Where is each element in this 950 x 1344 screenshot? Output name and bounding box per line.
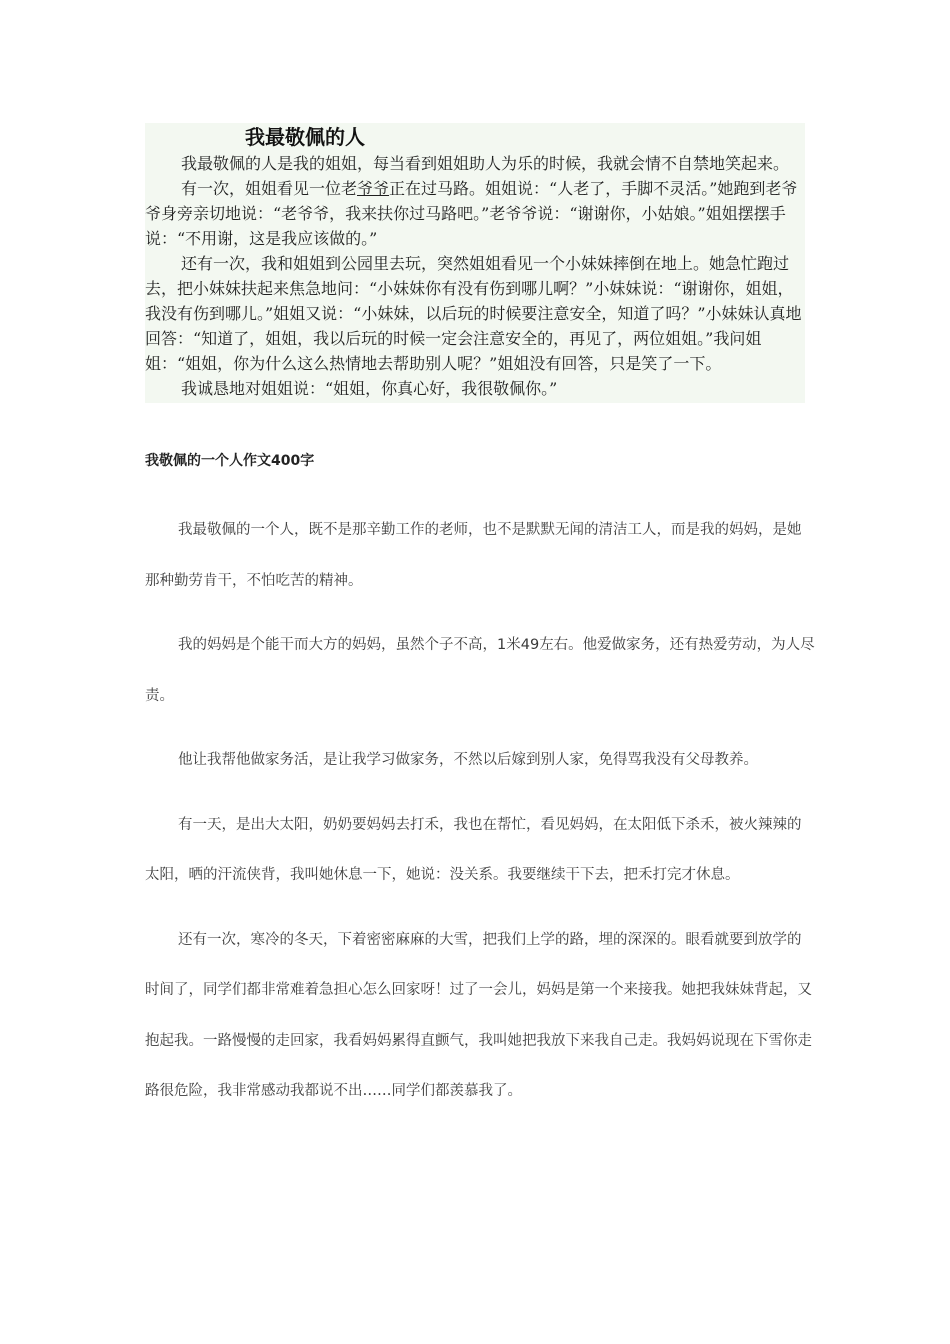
essay-two-paragraph-2 bbox=[145, 620, 815, 721]
essay-one-paragraph-4: 我诚恳地对姐姐说：“姐姐，你真心好，我很敬佩你。” bbox=[181, 379, 558, 398]
essay-one-block bbox=[145, 123, 805, 403]
essay-one-paragraph-2-text-a: 有一次，姐姐看见一位老 bbox=[181, 179, 358, 198]
essay-two-body bbox=[145, 505, 815, 1131]
essay-one-title: 我最敬佩的人 bbox=[245, 125, 365, 149]
essay-one-paragraph-2 bbox=[145, 176, 805, 251]
essay-two-paragraph-3: 他让我帮他做家务活，是让我学习做家务，不然以后嫁到别人家，免得骂我没有父母教养。 bbox=[178, 752, 758, 768]
grandpa-link[interactable]: 爷爷 bbox=[357, 179, 390, 198]
essay-two-paragraph-4: 有一天，是出大太阳，奶奶要妈妈去打禾，我也在帮忙，看见妈妈，在太阳低下杀禾，被火辣辣的太阳，晒的汗流侠背，我叫她休息一下，她说：没关系。我要继续干下去，把禾打完才休息。 bbox=[145, 816, 802, 883]
essay-one-paragraph-1: 我最敬佩的人是我的姐姐，每当看到姐姐助人为乐的时候，我就会情不自禁地笑起来。 bbox=[181, 154, 790, 173]
essay-two-title: 我敬佩的一个人作文400字 bbox=[145, 453, 315, 469]
height-centimeters-value: 49 bbox=[520, 637, 540, 653]
essay-two-paragraph-2-text-c: 左右。他爱做家务，还有热爱劳动，为人尽责。 bbox=[145, 637, 815, 704]
essay-two-paragraph-5: 还有一次，寒冷的冬天，下着密密麻麻的大雪，把我们上学的路，埋的深深的。眼看就要到放学的时间了，同学们都非常难着急担心怎么回家呀！过了一会儿，妈妈是第一个来接我。她把我妹妹背起，又抱起我。一路慢慢的走回家，我看妈妈累得直颤气，我叫她把我放下来我自己走。我妈妈说现在下雪你走路很危险，我非常感动我都说不出……同学们都羡慕我了。 bbox=[145, 931, 812, 1099]
height-meters-value: 1 bbox=[497, 637, 507, 653]
meter-unit: 米 bbox=[506, 637, 521, 653]
essay-one-paragraph-2-text-b: 正在过马路。姐姐说：“人老了，手脚不灵活。”她跑到老爷爷身旁亲切地说：“老爷爷，我来扶你过马路吧。”老爷爷说：“谢谢你，小姑娘。”姐姐摆摆手说：“不用谢，这是我应该做的。” bbox=[145, 179, 798, 248]
essay-two-paragraph-2-text-a: 我的妈妈是个能干而大方的妈妈，虽然个子不高， bbox=[178, 637, 497, 653]
essay-one-paragraph-3: 还有一次，我和姐姐到公园里去玩，突然姐姐看见一个小妹妹摔倒在地上。她急忙跑过去，把小妹妹扶起来焦急地问：“小妹妹你有没有伤到哪儿啊？”小妹妹说：“谢谢你，姐姐，我没有伤到哪儿。”姐姐又说：“小妹妹，以后玩的时候要注意安全，知道了吗？”小妹妹认真地回答：“知道了，姐姐，我以后玩的时候一定会注意安全的，再见了，两位姐姐。”我问姐姐：“姐姐，你为什么这么热情地去帮助别人呢？”姐姐没有回答，只是笑了一下。 bbox=[145, 254, 802, 373]
essay-two-paragraph-1: 我最敬佩的一个人，既不是那辛勤工作的老师，也不是默默无闻的清洁工人，而是我的妈妈，是她那种勤劳肯干，不怕吃苦的精神。 bbox=[145, 522, 802, 589]
